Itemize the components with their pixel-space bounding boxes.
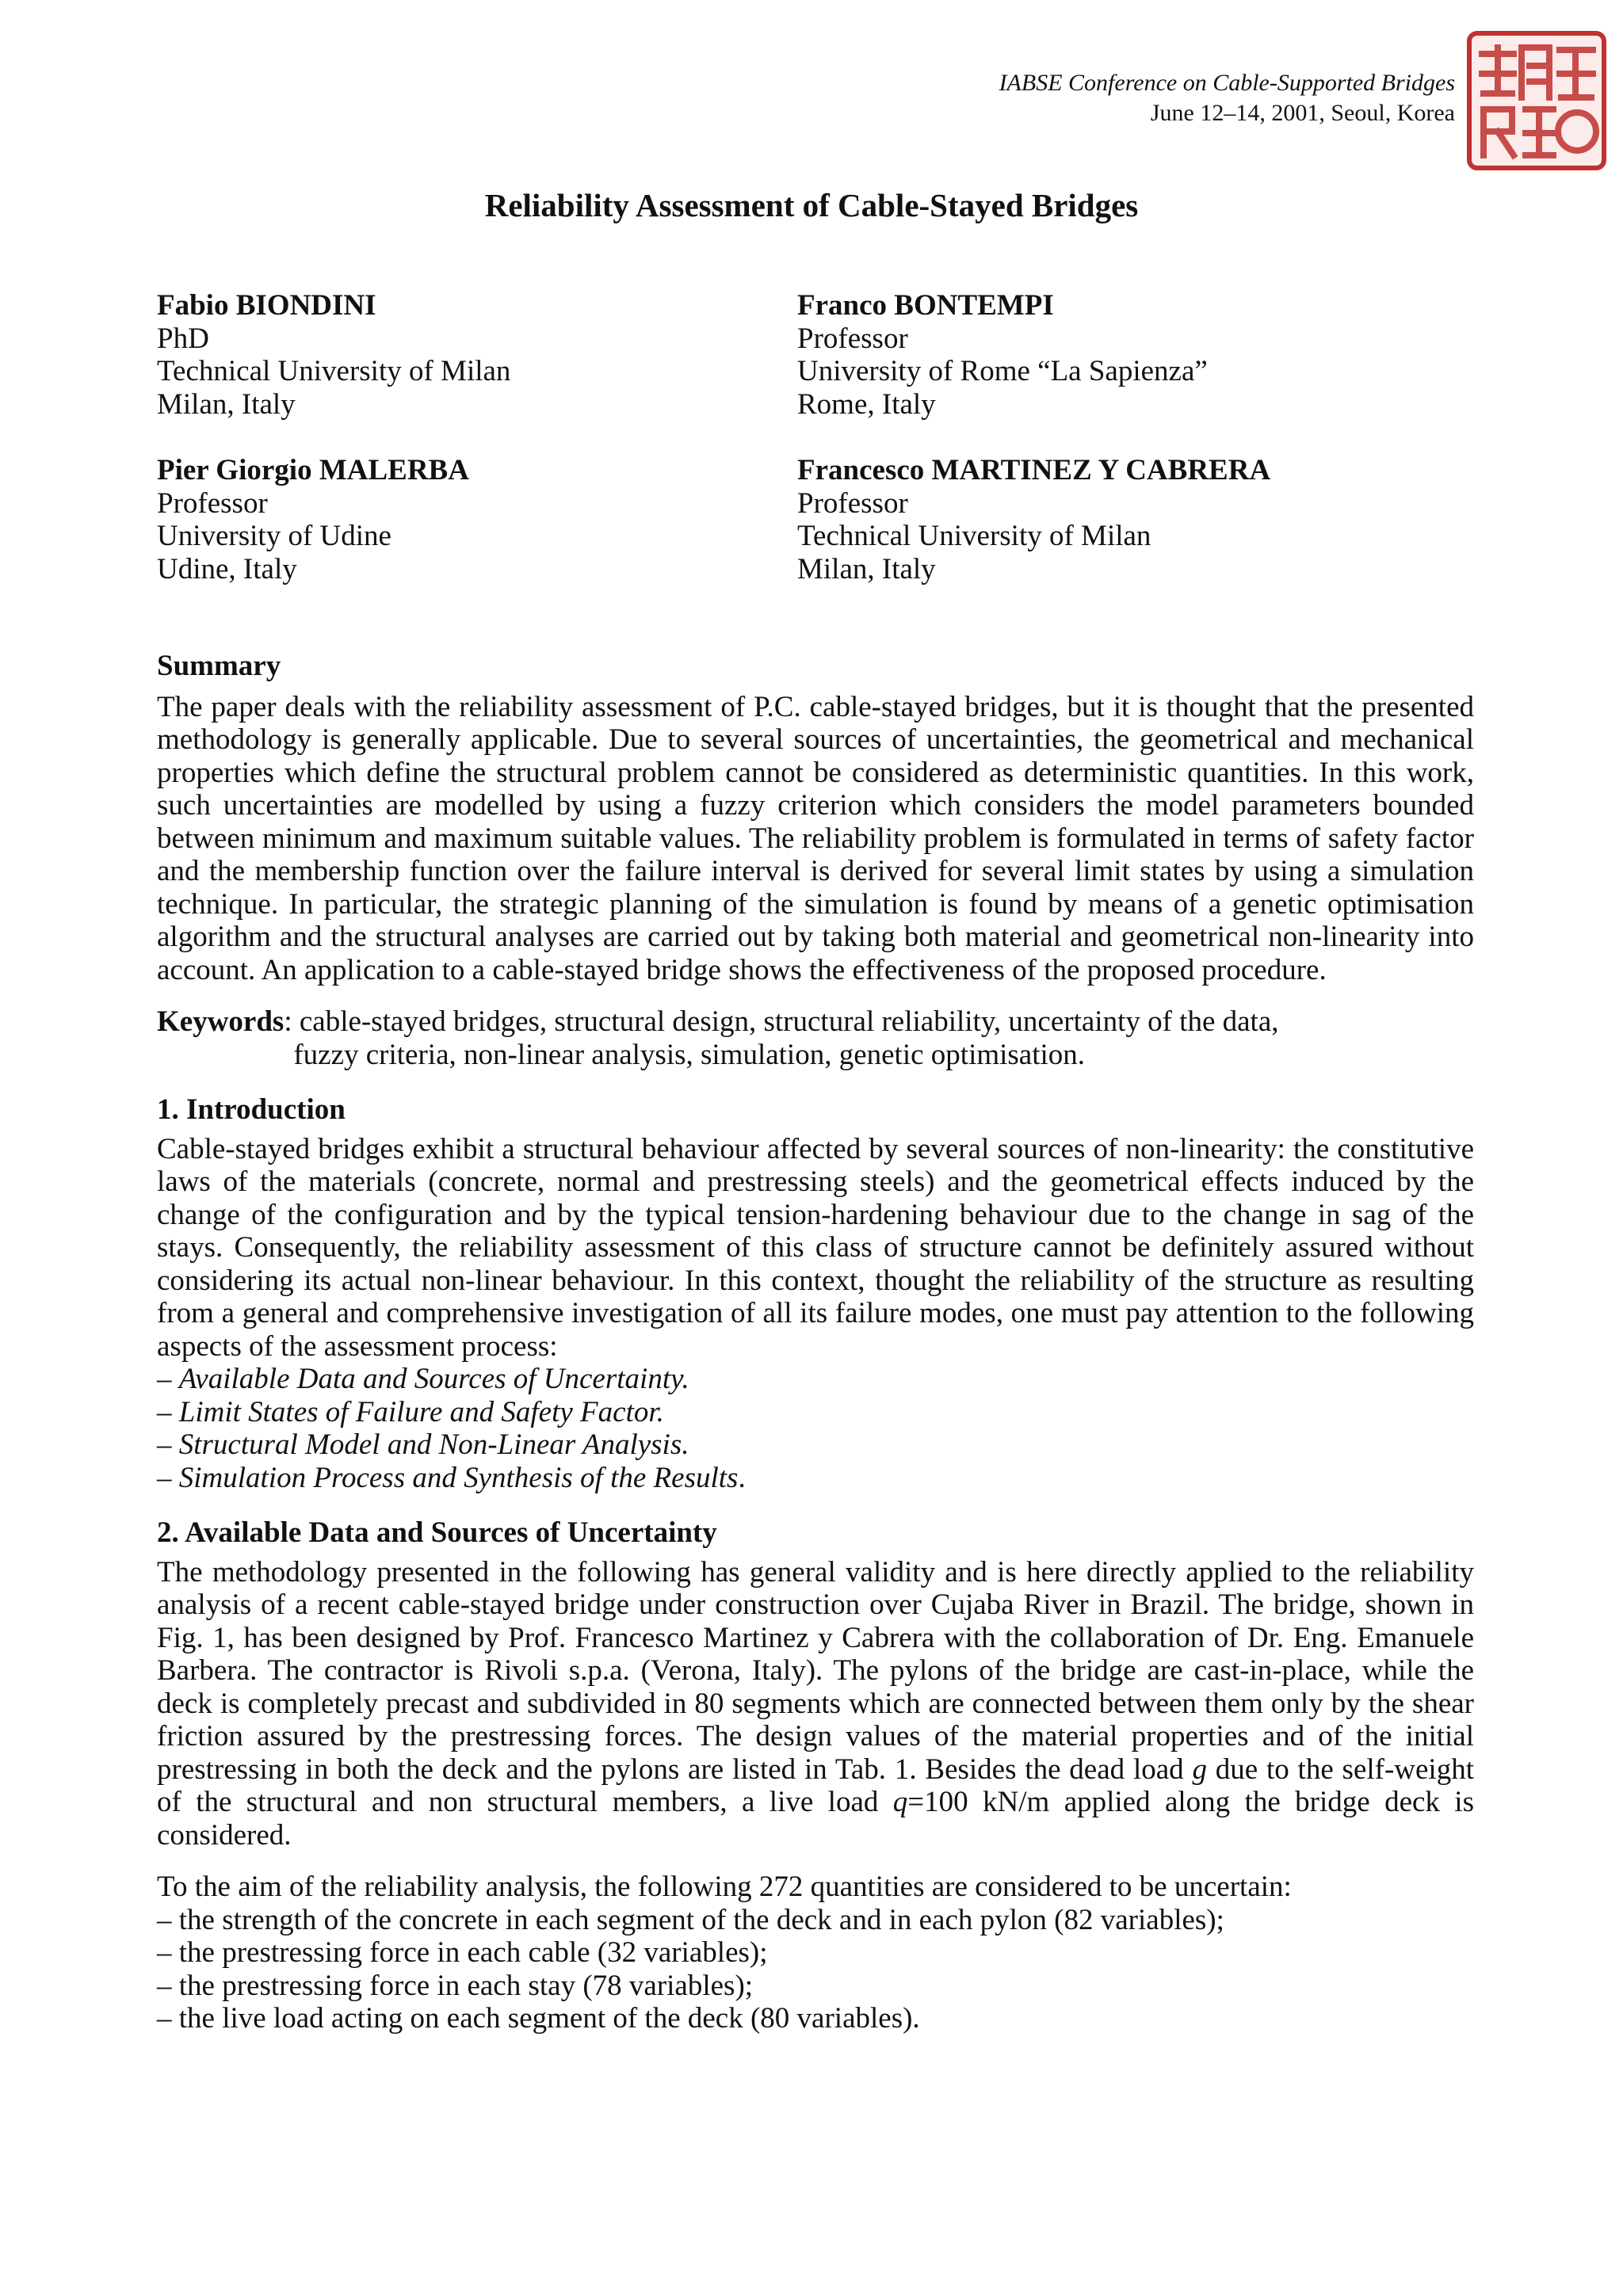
list-item: – Structural Model and Non-Linear Analysis. [157,1428,689,1461]
author-position: PhD [157,322,209,355]
section-1-text: Cable-stayed bridges exhibit a structural behaviour affected by several sources of non-linearity: the constitutive laws of the materials (concrete, normal and prestressing steels) and the geometrical effects induced by the change of the configuration and by the typical tension-hardening behaviour due to the change in sag of the stays. Consequently, the reliability assessment of this class of structure cannot be definitely assured without considering its actual non-linear behaviour. In this context, thought the reliability of the structure as resulting from a general and comprehensive investigation of all its failure modes, one must pay attention to the following aspects of the assessment process: [157,1132,1474,1363]
section-2-heading: 2. Available Data and Sources of Uncertainty [157,1516,717,1549]
author-position: Professor [797,322,908,355]
author-affiliation: University of Rome “La Sapienza” [797,355,1208,387]
author-name: Francesco MARTINEZ Y CABRERA [797,454,1271,486]
author-card [797,454,1270,585]
keywords-label: Keywords [157,1005,285,1038]
keywords [157,1005,1474,1071]
summary-text: The paper deals with the reliability assessment of P.C. cable-stayed bridges, but it is thought that the presented methodology is generally applicable. Due to several sources of uncertainties, the geometrical and mechanical properties which define the structural problem cannot be considered as deterministic quantities. In this work, such uncertainties are modelled by using a fuzzy criterion which considers the model parameters bounded between minimum and maximum suitable values. The reliability problem is formulated in terms of safety factor and the membership function over the failure interval is derived for several limit states by using a simulation technique. In particular, the strategic planning of the simulation is found by means of a genetic optimisation algorithm and the structural analyses are carried out by taking both material and geometrical non-linearity into account. An application to a cable-stayed bridge shows the effectiveness of the proposed procedure. [157,690,1474,986]
author-affiliation: University of Udine [157,520,391,552]
conference-date-location: June 12–14, 2001, Seoul, Korea [1150,100,1455,126]
summary-heading: Summary [157,650,281,682]
author-affiliation: Technical University of Milan [797,520,1151,552]
paper-title: Reliability Assessment of Cable-Stayed Bridges [484,187,1139,223]
author-card [157,289,510,421]
conference-header [999,68,1455,128]
section-2-paragraph-2: To the aim of the reliability analysis, the following 272 quantities are considered to be uncertain: [157,1871,1292,1903]
author-card [797,289,1208,421]
author-position: Professor [157,486,268,520]
author-affiliation: Technical University of Milan [157,355,511,387]
list-item: – the live load acting on each segment of the deck (80 variables). [157,2002,920,2035]
list-item: – the strength of the concrete in each segment of the deck and in each pylon (82 variables); [157,1903,1224,1936]
author-name: Pier Giorgio MALERBA [157,454,469,486]
author-position: Professor [797,486,908,520]
keywords-text [284,1005,1474,1071]
author-card [157,454,469,585]
list-item: – Limit States of Failure and Safety Factor. [157,1395,664,1428]
author-location: Milan, Italy [157,387,296,421]
author-location: Rome, Italy [797,387,936,421]
author-name: Franco BONTEMPI [797,289,1054,322]
seal-stamp-icon [1466,30,1607,171]
keywords-line-1: : cable-stayed bridges, structural design, structural reliability, uncertainty of the data, [284,1005,1279,1038]
list-item: – Available Data and Sources of Uncertainty. [157,1363,689,1395]
keywords-line-2: fuzzy criteria, non-linear analysis, simulation, genetic optimisation. [293,1038,1086,1071]
list-item: – Simulation Process and Synthesis of the Results. [157,1461,746,1494]
author-location: Udine, Italy [157,552,297,585]
author-name: Fabio BIONDINI [157,289,376,322]
list-item: – the prestressing force in each stay (78 variables); [157,1969,754,2002]
section-2-paragraph-1: The methodology presented in the following has general validity and is here directly applied to the reliability analysis of a recent cable-stayed bridge under construction over Cujaba River in Brazil. The bridge, shown in Fig. 1, has been designed by Prof. Francesco Martinez y Cabrera with the collaboration of Dr. Eng. Emanuele Barbera. The contractor is Rivoli s.p.a. (Verona, Italy). The pylons of the bridge are cast-in-place, while the deck is completely precast and subdivided in 80 segments which are connected between them only by the shear friction assured by the prestressing forces. The design values of the material properties and of the initial prestressing in both the deck and the pylons are listed in Tab. 1. Besides the dead load g due to the self-weight of the structural and non structural members, a live load q=100 kN/m applied along the bridge deck is considered. [157,1555,1474,1852]
author-location: Milan, Italy [797,552,936,585]
paper-body [157,650,1474,2035]
list-item: – the prestressing force in each cable (32 variables); [157,1936,768,1969]
section-1-heading: 1. Introduction [157,1093,346,1126]
conference-name: IABSE Conference on Cable-Supported Bridges [999,70,1455,96]
